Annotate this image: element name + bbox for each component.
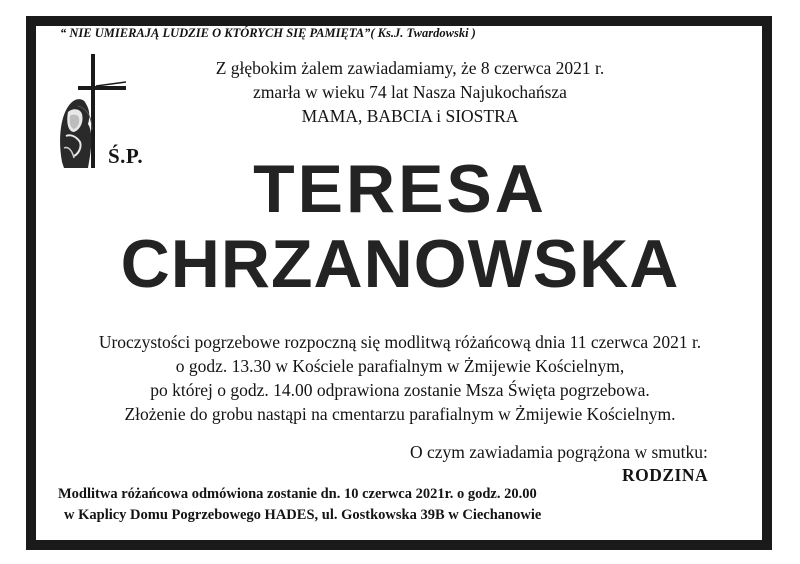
announcement-line-3: MAMA, BABCIA i SIOSTRA [301,106,519,126]
rosary-note-line-1: Modlitwa różańcowa odmówiona zostanie dn. 10 czerwca 2021r. o godz. 20.00 [58,486,537,502]
sp-label: Ś.P. [108,144,144,168]
family-signature: RODZINA [622,465,709,485]
deceased-first-name: TERESA [253,151,547,227]
motto-quote: “ NIE UMIERAJĄ LUDZIE O KTÓRYCH SIĘ PAMIĘTA” [60,26,371,40]
funeral-line-4: Złożenie do grobu nastąpi na cmentarzu parafialnym w Żmijewie Kościelnym. [124,404,676,424]
closing-text: O czym zawiadamia pogrążona w smutku: [410,442,708,462]
funeral-line-3: po której o godz. 14.00 odprawiona zostanie Msza Święta pogrzebowa. [150,380,650,400]
rosary-note-line-2: w Kaplicy Domu Pogrzebowego HADES, ul. Gostkowska 39B w Ciechanowie [64,507,542,523]
announcement-line-1: Z głębokim żalem zawiadamiamy, że 8 czerwca 2021 r. [215,58,605,78]
announcement-line-2: zmarła w wieku 74 lat Nasza Najukochańsza [253,82,567,102]
funeral-line-2: o godz. 13.30 w Kościele parafialnym w Żmijewie Kościelnym, [175,356,625,376]
motto-author: ( Ks.J. Twardowski ) [370,26,476,40]
deceased-last-name: CHRZANOWSKA [120,226,680,302]
funeral-line-1: Uroczystości pogrzebowe rozpoczną się modlitwą różańcową dnia 11 czerwca 2021 r. [98,332,702,352]
motto [60,26,476,41]
